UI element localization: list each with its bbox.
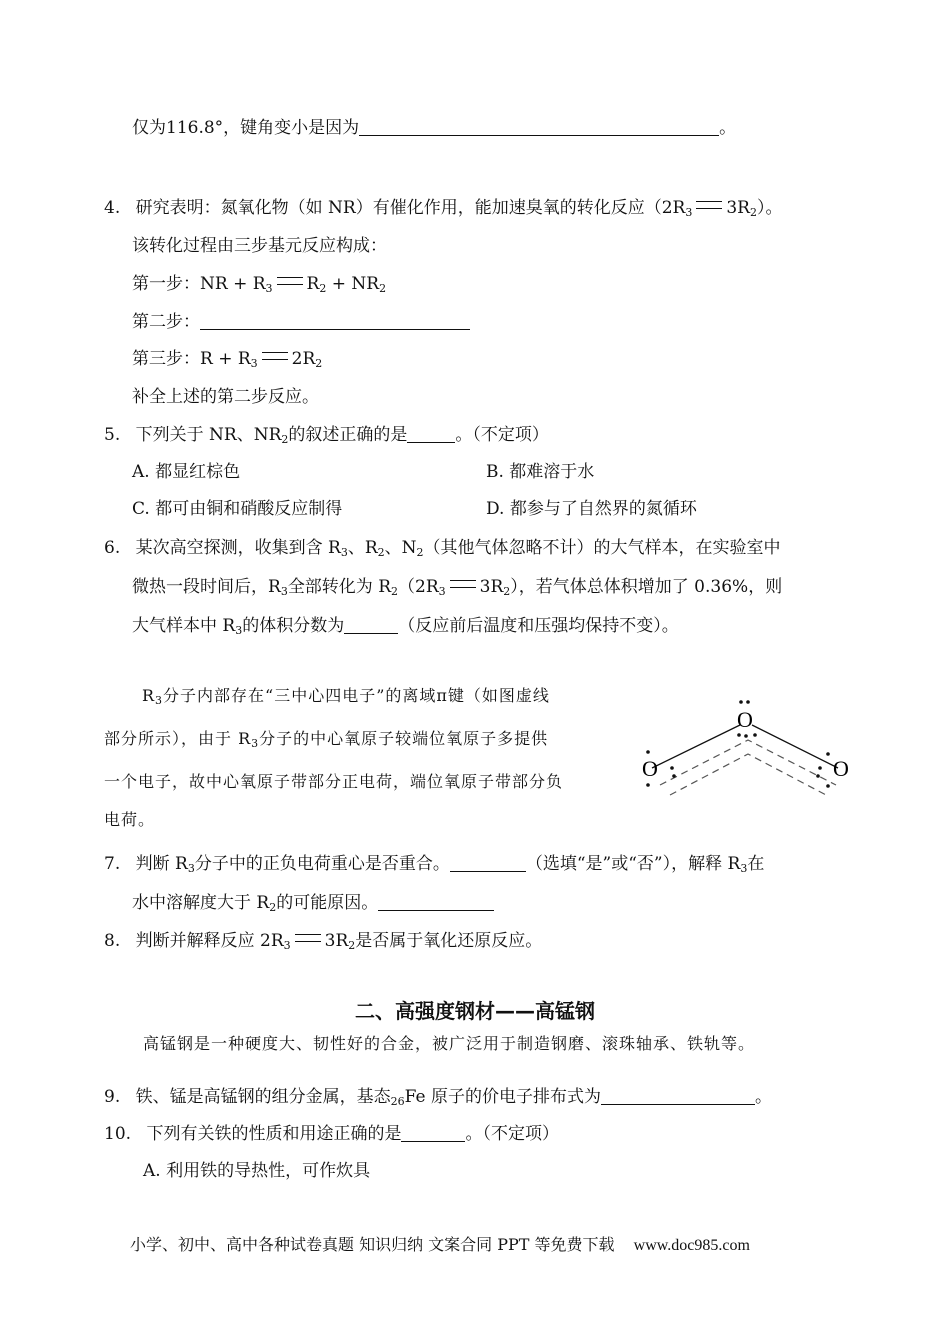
- bond-right: [752, 725, 838, 768]
- equals-sign: [295, 934, 321, 942]
- question-9: 9. 铁、锰是高锰钢的组分金属，基态$_{26}$Fe 原子的价电子排布式为 。: [104, 1087, 772, 1108]
- q5-option-c[interactable]: C. 都可由铜和硝酸反应制得: [132, 499, 343, 519]
- answer-blank[interactable]: [359, 119, 719, 136]
- answer-blank[interactable]: [407, 426, 455, 443]
- q5-option-a[interactable]: A. 都显红棕色: [132, 462, 241, 482]
- info-paragraph: $R_3$分子内部存在“三中心四电子”的离域π键（如图虚线 部分所示），由于 $R_3$分子的中心氧原子较端位氧原子多提供 一个电子，故中心氧原子带部分正电荷，端位氧原子带部分负 电荷。: [104, 686, 564, 829]
- section-heading: 二、高强度钢材——高锰钢: [355, 999, 595, 1023]
- answer-blank[interactable]: [601, 1088, 755, 1105]
- left-oxygen-atom: O: [642, 756, 658, 781]
- q4-step3: 第三步：$R + R_3$ $2R_2$: [132, 349, 323, 370]
- section-intro: 高锰钢是一种硬度大、韧性好的合金，被广泛用于制造钢磨、滚珠轴承、铁轨等。: [143, 1034, 756, 1053]
- question-6: 6. 某次高空探测，收集到含 $R_3$、$R_2$、$N_2$（其他气体忽略不计）的大气样本，在实验室中: [104, 538, 781, 559]
- answer-blank[interactable]: [401, 1125, 465, 1142]
- answer-blank[interactable]: [344, 617, 398, 634]
- right-oxygen-atom: O: [833, 756, 849, 781]
- equals-sign: [696, 201, 722, 209]
- q5-option-d[interactable]: D. 都参与了自然界的氮循环: [486, 499, 697, 519]
- footer-link[interactable]: www.doc985.com: [633, 1237, 750, 1254]
- q5-option-b[interactable]: B. 都难溶于水: [486, 462, 595, 482]
- question-4: 4. 研究表明：氮氧化物（如 NR）有催化作用，能加速臭氧的转化反应（$2R_3$ $3R_2$）。: [104, 198, 783, 219]
- q7-line2: 水中溶解度大于 $R_2$的可能原因。: [132, 892, 494, 919]
- answer-blank[interactable]: [450, 855, 526, 872]
- footer-text: 小学、初中、高中各种试卷真题 知识归纳 文案合同 PPT 等免费下载: [130, 1235, 615, 1254]
- center-oxygen-atom: O: [737, 707, 753, 732]
- delocalized-pi-bond: [660, 740, 836, 785]
- equals-sign: [262, 352, 288, 360]
- question-8: 8. 判断并解释反应 $2R_3$ $3R_2$是否属于氧化还原反应。: [104, 931, 543, 952]
- q4-step1: 第一步：NR + $R_3$ $R_2 + NR_2$: [132, 274, 387, 295]
- equals-sign: [277, 277, 303, 285]
- q6-line3: 大气样本中 $R_3$的体积分数为 （反应前后温度和压强均保持不变）。: [132, 616, 679, 637]
- equals-sign: [450, 580, 476, 588]
- intro-line: 仅为116.8°，键角变小是因为 。: [132, 118, 737, 138]
- footer: [130, 1232, 750, 1255]
- question-5: 5. 下列关于 NR、$NR_2$的叙述正确的是 。（不定项）: [104, 425, 549, 446]
- bond-left: [652, 725, 740, 768]
- q4-tail: 补全上述的第二步反应。: [132, 387, 319, 407]
- q4-step2: 第二步：: [132, 311, 470, 333]
- question-10: 10. 下列有关铁的性质和用途正确的是 。（不定项）: [104, 1124, 559, 1144]
- answer-blank[interactable]: [200, 313, 470, 330]
- delocalized-pi-bond-inner: [670, 754, 828, 796]
- q6-line2: 微热一段时间后，$R_3$全部转化为 $R_2(2R_3$ $3R_2$），若气体总体积增加了 0.36%，则: [132, 577, 783, 598]
- q10-option-a[interactable]: A. 利用铁的导热性，可作炊具: [143, 1161, 371, 1181]
- answer-blank[interactable]: [378, 894, 494, 911]
- ozone-molecule-diagram: [640, 690, 850, 805]
- q4-line2: 该转化过程由三步基元反应构成：: [132, 236, 387, 256]
- question-7: 7. 判断 $R_3$分子中的正负电荷重心是否重合。 （选填“是”或“否”），解释 $R_3$在: [104, 854, 765, 875]
